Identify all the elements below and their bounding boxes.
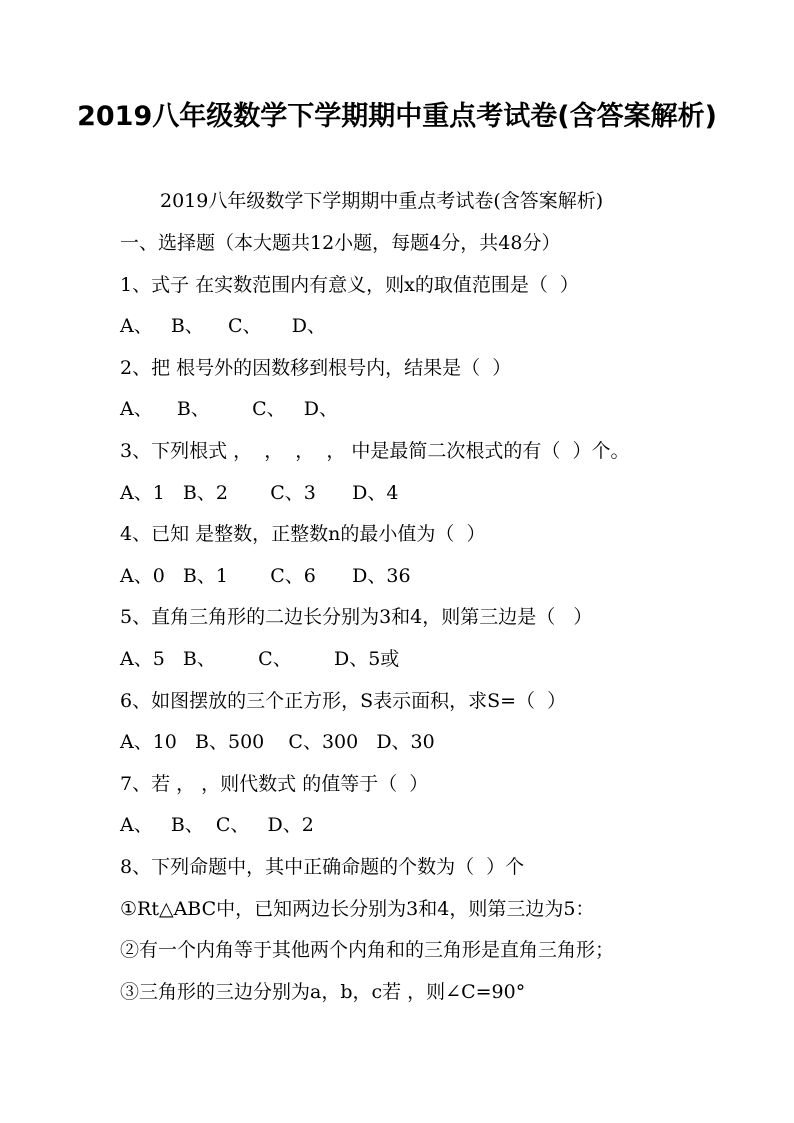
question-4: 4、已知 是整数，正整数n的最小值为（ ）: [120, 523, 486, 546]
question-1-options: A、 B、 C、 D、: [120, 315, 326, 338]
question-6-options: A、10 B、500 C、300 D、30: [120, 731, 435, 754]
statement-3: ③三角形的三边分别为a，b，c若 ，则∠C=90°: [120, 980, 526, 1003]
question-1: 1、式子 在实数范围内有意义，则x的取值范围是（ ）: [120, 273, 579, 296]
question-6: 6、如图摆放的三个正方形，S表示面积，求S=（ ）: [120, 689, 567, 712]
question-5-options: A、5 B、 C、 D、5或: [120, 647, 400, 670]
question-5: 5、直角三角形的二边长分别为3和4，则第三边是（ ）: [120, 606, 593, 629]
document-subtitle: 2019八年级数学下学期期中重点考试卷(含答案解析): [160, 190, 604, 212]
document-title: 2019八年级数学下学期期中重点考试卷(含答案解析): [77, 101, 717, 132]
question-2: 2、把 根号外的因数移到根号内，结果是（ ）: [120, 356, 512, 379]
statement-2: ②有一个内角等于其他两个内角和的三角形是直角三角形；: [120, 939, 615, 962]
statement-1: ①Rt△ABC中，已知两边长分别为3和4，则第三边为5：: [120, 897, 595, 920]
question-2-options: A、 B、 C、 D、: [120, 398, 339, 421]
question-list: [120, 230, 780, 1020]
question-8: 8、下列命题中，其中正确命题的个数为（ ）个: [120, 855, 525, 878]
section-heading: 一、选择题（本大题共12小题，每题4分，共48分）: [120, 232, 561, 254]
question-4-options: A、0 B、1 C、6 D、36: [120, 564, 411, 587]
question-7: 7、若 ， ，则代数式 的值等于（ ）: [120, 772, 429, 795]
question-7-options: A、 B、 C、 D、2: [120, 814, 314, 837]
question-3-options: A、1 B、2 C、3 D、4: [120, 481, 399, 504]
question-3: 3、下列根式 ， ， ， ， 中是最简二次根式的有（ ）个。: [120, 439, 630, 462]
